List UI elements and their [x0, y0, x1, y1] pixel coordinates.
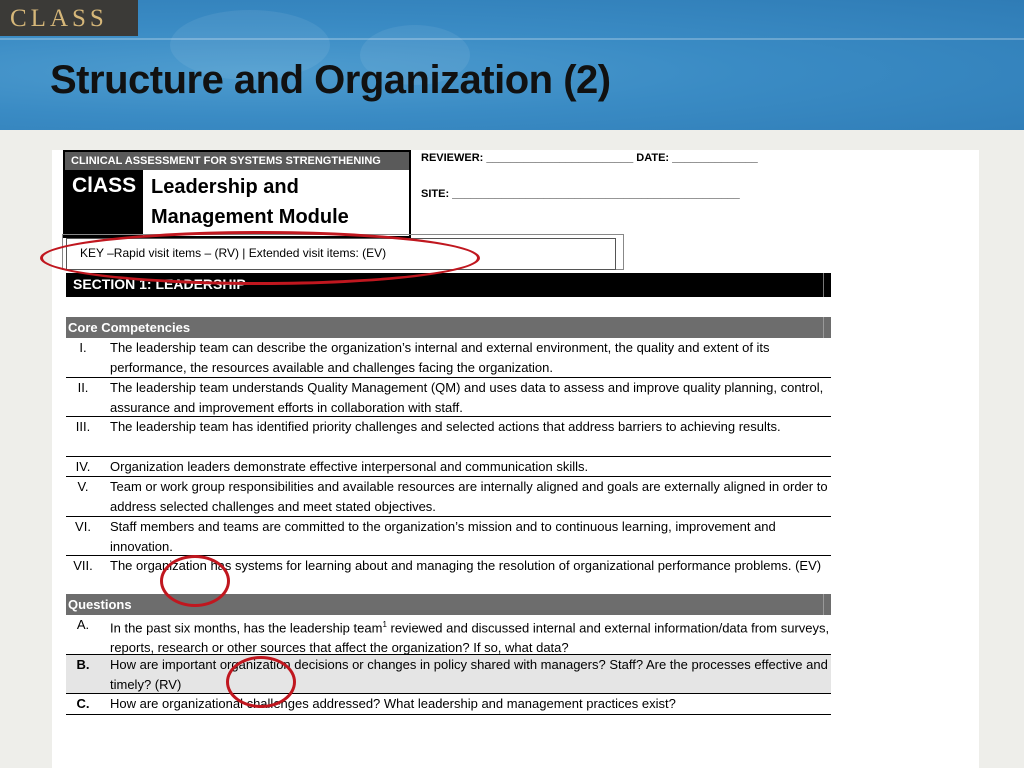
item-text: In the past six months, has the leadership team$^1$ reviewed and discussed internal and external information/data from surveys, reports, research or other sources that affect the organization? If so, what data?	[110, 620, 830, 655]
item-text: The leadership team understands Quality Management (QM) and uses data to assess and improve quality planning, control, assurance and improvement efforts in collaboration with staff.	[110, 380, 824, 415]
item-number: C.	[76, 696, 90, 711]
item-number: IV.	[75, 459, 91, 474]
class-logo: CLASS	[0, 0, 138, 36]
column-divider	[823, 594, 824, 615]
competency-row	[66, 517, 831, 556]
header-rule	[0, 38, 1024, 40]
item-number: VI.	[75, 519, 91, 534]
competency-row	[66, 457, 831, 477]
item-text: How are important organization decisions or changes in policy shared with managers? Staff? Are the processes effective and timely? (RV)	[110, 657, 828, 692]
key-legend: KEY –Rapid visit items – (RV) | Extended visit items: (EV)	[80, 246, 387, 260]
footnote-marker: 1	[382, 620, 387, 629]
module-title: Leadership and Management Module	[151, 176, 349, 228]
site-line: SITE: _______________________________________________	[421, 188, 740, 200]
section-header	[66, 273, 831, 297]
assessment-header-bar: CLINICAL ASSESSMENT FOR SYSTEMS STRENGTHENING	[65, 152, 409, 170]
item-number: I.	[79, 340, 87, 355]
slide-header	[0, 0, 1024, 130]
competency-row	[66, 556, 831, 594]
item-text: Team or work group responsibilities and available resources are internally aligned and goals are externally aligned in order to address selected challenges and meet stated objectives.	[110, 479, 828, 514]
competency-row	[66, 338, 831, 378]
core-competencies-label: Core Competencies	[68, 320, 191, 335]
item-text: The organization has systems for learning about and managing the resolution of organizational performance problems. (EV)	[110, 558, 822, 573]
item-number: VII.	[73, 558, 93, 573]
questions-label: Questions	[68, 597, 132, 612]
question-row	[66, 615, 831, 655]
core-competencies-header	[66, 317, 831, 338]
section-title: SECTION 1: LEADERSHIP	[73, 276, 246, 292]
item-text: Organization leaders demonstrate effective interpersonal and communication skills.	[110, 459, 589, 474]
item-number: III.	[75, 419, 91, 434]
questions-header	[66, 594, 831, 615]
item-text: The leadership team can describe the organization’s internal and external environment, the quality and extent of its performance, the resources available and challenges facing the organization.	[110, 340, 770, 375]
class-label: ClASS	[72, 174, 137, 197]
reviewer-date-line: REVIEWER: ________________________ DATE: ______________	[421, 152, 758, 164]
class-label-block	[65, 170, 143, 236]
slide-title: Structure and Organization (2)	[50, 58, 611, 102]
item-number: II.	[77, 380, 89, 395]
item-text: How are organizational challenges addressed? What leadership and management practices exist?	[110, 696, 676, 711]
competency-row	[66, 417, 831, 457]
question-row	[66, 655, 831, 694]
item-number: V.	[77, 479, 89, 494]
competency-row	[66, 378, 831, 417]
competency-row	[66, 477, 831, 517]
question-row	[66, 694, 831, 715]
item-number: A.	[76, 617, 90, 632]
item-text: The leadership team has identified priority challenges and selected actions that address barriers to achieving results.	[110, 419, 781, 434]
item-number: B.	[76, 657, 90, 672]
item-text: Staff members and teams are committed to the organization’s mission and to continuous learning, improvement and innovation.	[110, 519, 776, 554]
class-module-box	[63, 150, 411, 238]
column-divider	[823, 273, 824, 297]
column-divider	[823, 317, 824, 338]
